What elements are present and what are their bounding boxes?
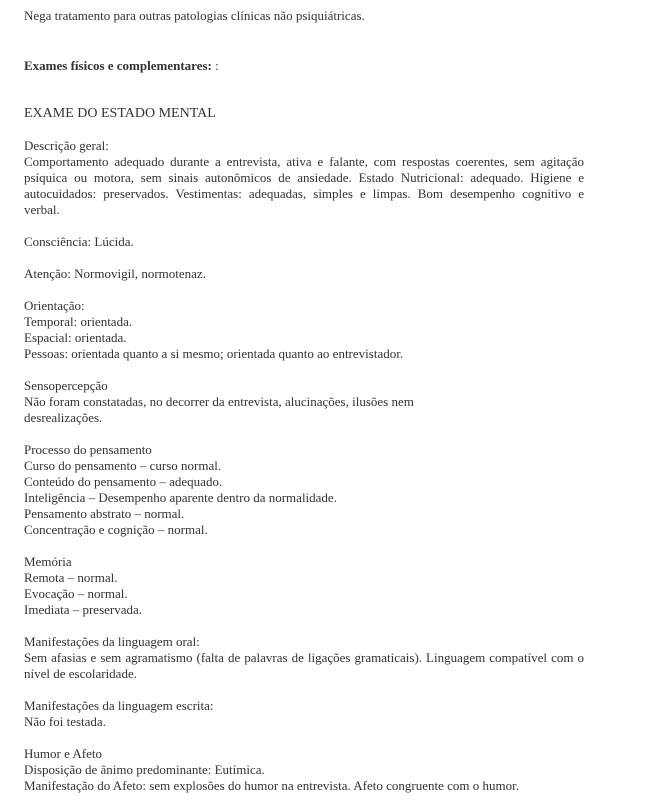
mood-heading: Humor e Afeto [24,746,102,761]
intro-line: Nega tratamento para outras patologias clínicas não psiquiátricas. [24,8,365,23]
memory-heading: Memória [24,554,72,569]
mood-affect: Manifestação do Afeto: sem explosões do humor na entrevista. Afeto congruente com o humor. [24,778,519,793]
thought-abstract: Pensamento abstrato – normal. [24,506,185,521]
thought-heading: Processo do pensamento [24,442,152,457]
written-language-text: Não foi testada. [24,714,106,729]
orientation-heading: Orientação: [24,298,85,313]
thought-intelligence: Inteligência – Desempenho aparente dentro da normalidade. [24,490,337,505]
consciousness: Consciência: Lúcida. [24,234,134,249]
orientation-temporal: Temporal: orientada. [24,314,133,329]
exams-heading: Exames físicos e complementares: [24,58,212,73]
written-language-heading: Manifestações da linguagem escrita: [24,698,214,713]
attention: Atenção: Normovigil, normotenaz. [24,266,206,281]
perception-line-1: Não foram constatadas, no decorrer da entrevista, alucinações, ilusões nem [24,394,414,409]
thought-course: Curso do pensamento – curso normal. [24,458,222,473]
exams-heading-line [24,58,584,74]
document-body [24,0,584,794]
thought-concentration: Concentração e cognição – normal. [24,522,208,537]
thought-content: Conteúdo do pensamento – adequado. [24,474,223,489]
general-heading: Descrição geral: [24,138,109,153]
memory-immediate: Imediata – preservada. [24,602,143,617]
memory-remote: Remota – normal. [24,570,118,585]
orientation-spatial: Espacial: orientada. [24,330,127,345]
oral-language-text: Sem afasias e sem agramatismo (falta de palavras de ligações gramaticais). Linguagem compatível com o nível de escolaridade. [24,650,584,681]
mood-disposition: Disposição de ânimo predominante: Eutímica. [24,762,265,777]
perception-line-2: desrealizações. [24,410,103,425]
orientation-people: Pessoas: orientada quanto a si mesmo; orientada quanto ao entrevistador. [24,346,404,361]
mental-exam-title: EXAME DO ESTADO MENTAL [24,106,216,121]
memory-evocation: Evocação – normal. [24,586,128,601]
exams-suffix: : [211,58,219,73]
perception-heading: Sensopercepção [24,378,108,393]
general-text: Comportamento adequado durante a entrevista, ativa e falante, com respostas coerentes, sem agitação psíquica ou motora, sem sinais autonômicos de ansiedade. Estado Nutricional: adequado. Higiene e autocuidados: preservados. Vestimentas: adequadas, simples e limpas. Bom desempenho cognitivo e verbal. [24,154,584,217]
oral-language-heading: Manifestações da linguagem oral: [24,634,200,649]
